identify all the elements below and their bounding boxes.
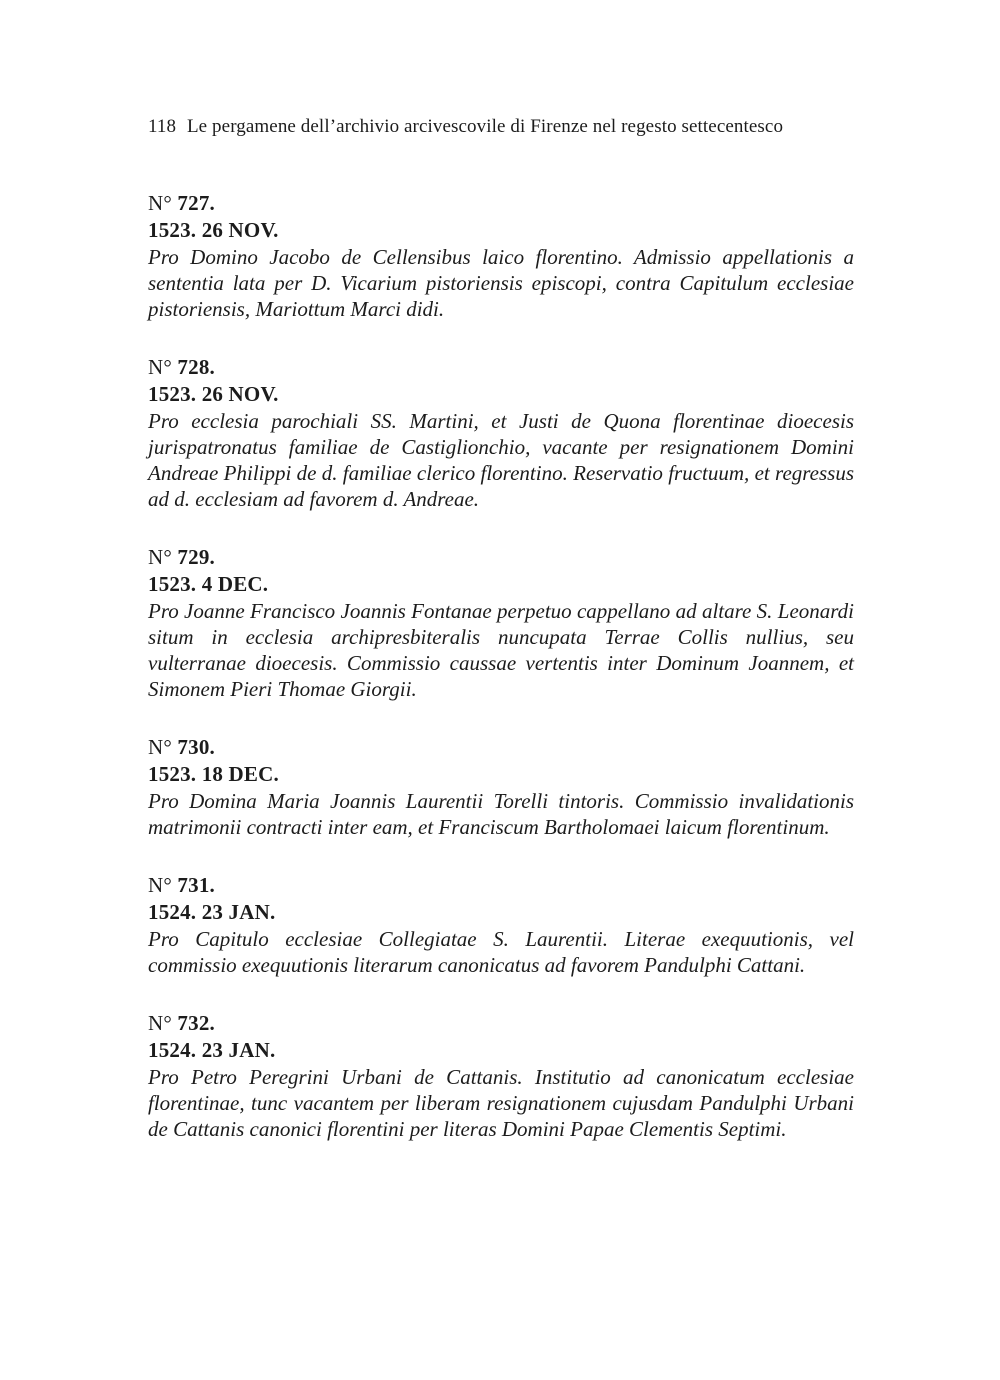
entry-number-value: 727. (177, 191, 215, 215)
entry-number-prefix: N° (148, 1011, 172, 1035)
entry-729 (148, 544, 854, 702)
entry-number-value: 729. (177, 545, 215, 569)
entry-number (148, 1010, 854, 1037)
entry-text: Pro Domino Jacobo de Cellensibus laico florentino. Admissio appellationis a sententia lata per D. Vicarium pistoriensis episcopi, contra Capitulum ecclesiae pistoriensis, Mariottum Marci didi. (148, 245, 854, 321)
entry-number (148, 354, 854, 381)
entry-732 (148, 1010, 854, 1142)
entry-number-value: 732. (177, 1011, 215, 1035)
entry-number-value: 731. (177, 873, 215, 897)
entry-text: Pro ecclesia parochiali SS. Martini, et Justi de Quona florentinae dioecesis jurispatronatus familiae de Castiglionchio, vacante per resignationem Domini Andreae Philippi de d. familiae clerico florentino. Reservatio fructuum, et regressus ad d. ecclesiam ad favorem d. Andreae. (148, 409, 854, 511)
entry-date: 1523. 26 NOV. (148, 382, 279, 406)
entry-number-prefix: N° (148, 873, 172, 897)
entry-text: Pro Capitulo ecclesiae Collegiatae S. Laurentii. Literae exequutionis, vel commissio exequutionis literarum canonicatus ad favorem Pandulphi Cattani. (148, 927, 854, 977)
running-header (148, 116, 783, 138)
entry-date: 1524. 23 JAN. (148, 1038, 276, 1062)
entry-number-prefix: N° (148, 355, 172, 379)
entry-731 (148, 872, 854, 978)
header-title: Le pergamene dell’archivio arcivescovile di Firenze nel regesto settecentesco (186, 116, 784, 137)
entry-728 (148, 354, 854, 512)
entry-text: Pro Joanne Francisco Joannis Fontanae perpetuo cappellano ad altare S. Leonardi situm in ecclesia archipresbiteralis nuncupata Terrae Collis nullius, seu vulterranae dioecesis. Commissio caussae vertentis inter Dominum Joannem, et Simonem Pieri Thomae Giorgii. (148, 599, 854, 701)
entry-730 (148, 734, 854, 840)
entry-number-value: 728. (177, 355, 215, 379)
page-number: 118 (148, 116, 177, 137)
entry-date: 1523. 26 NOV. (148, 218, 279, 242)
entry-number-prefix: N° (148, 545, 172, 569)
entry-727 (148, 190, 854, 322)
entry-number (148, 190, 854, 217)
entry-number (148, 544, 854, 571)
entry-number-prefix: N° (148, 191, 172, 215)
entry-date: 1523. 18 DEC. (148, 762, 279, 786)
entry-number-prefix: N° (148, 735, 172, 759)
entry-number-value: 730. (177, 735, 215, 759)
entry-date: 1524. 23 JAN. (148, 900, 276, 924)
entry-text: Pro Petro Peregrini Urbani de Cattanis. Institutio ad canonicatum ecclesiae florentinae, tunc vacantem per liberam resignationem cujusdam Pandulphi Urbani de Cattanis canonici florentini per literas Domini Papae Clementis Septimi. (148, 1065, 854, 1141)
entry-text: Pro Domina Maria Joannis Laurentii Torelli tintoris. Commissio invalidationis matrimonii contracti inter eam, et Franciscum Bartholomaei laicum florentinum. (148, 789, 854, 839)
regesto-entries (148, 190, 854, 1174)
entry-number (148, 734, 854, 761)
entry-date: 1523. 4 DEC. (148, 572, 269, 596)
entry-number (148, 872, 854, 899)
